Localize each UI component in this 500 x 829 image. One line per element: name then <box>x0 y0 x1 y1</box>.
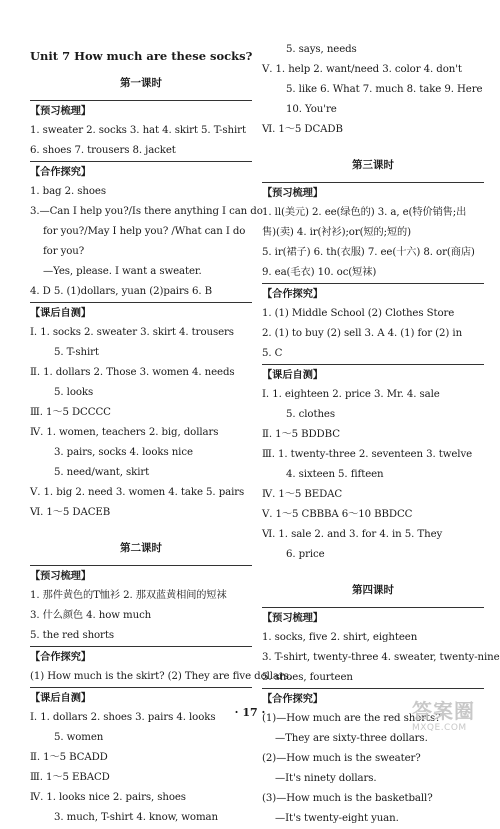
answer-line: 6. shoes 7. trousers 8. jacket <box>30 145 176 156</box>
watermark-text: 答案圈 <box>412 699 475 723</box>
answer-line: 5. C <box>262 348 283 359</box>
answer-line: Ⅴ. 1. help 2. want/need 3. color 4. don't <box>262 64 462 75</box>
section-preview: 【预习梳理】 <box>262 182 484 203</box>
lesson-4-heading: 第四课时 <box>352 584 394 596</box>
answer-line: for you? <box>43 246 85 257</box>
section-preview: 【预习梳理】 <box>30 565 252 586</box>
answer-line: Ⅴ. 1. big 2. need 3. women 4. take 5. pairs <box>30 487 245 498</box>
answer-line: 1. (1) Middle School (2) Clothes Store <box>262 308 455 319</box>
answer-line: 5. the red shorts <box>30 630 114 641</box>
answer-line: 5. T-shirt <box>54 347 99 358</box>
answer-line: 3.—Can I help you?/Is there anything I can do <box>30 206 263 217</box>
answer-line: 4. sixteen 5. fifteen <box>286 469 384 480</box>
answer-line: Ⅲ. 1～5 EBACD <box>30 772 110 783</box>
unit-title: Unit 7 How much are these socks? <box>30 49 253 63</box>
answer-line: —It's ninety dollars. <box>275 773 377 784</box>
answer-line: 售)(卖) 4. ir(衬衫);or(短的;短的) <box>262 227 412 238</box>
answer-line: Ⅲ. 1. twenty-three 2. seventeen 3. twelve <box>262 449 473 460</box>
answer-line: 5. need/want, skirt <box>54 467 150 478</box>
answer-line: 4. D 5. (1)dollars, yuan (2)pairs 6. B <box>30 286 213 297</box>
answer-line: Ⅴ. 1～5 CBBBA 6～10 BBDCC <box>262 509 413 520</box>
answer-line: Ⅵ. 1～5 DCADB <box>262 124 343 135</box>
watermark-url: MXQE.COM <box>412 723 467 733</box>
answer-line: Ⅰ. 1. eighteen 2. price 3. Mr. 4. sale <box>262 389 440 400</box>
answer-line: 3. much, T-shirt 4. know, woman <box>54 812 218 823</box>
answer-line: 1. bag 2. shoes <box>30 186 106 197</box>
page-number: · 17 · <box>234 706 266 719</box>
answer-line: 1. ll(美元) 2. ee(绿色的) 3. a, e(特价销售;出 <box>262 207 467 218</box>
answer-line: 5. women <box>54 732 104 743</box>
answer-line: Ⅳ. 1. women, teachers 2. big, dollars <box>30 427 219 438</box>
section-explore: 【合作探究】 <box>30 646 252 667</box>
answer-line: (2)—How much is the sweater? <box>262 753 421 764</box>
answer-line: Ⅱ. 1～5 BDDBC <box>262 429 340 440</box>
answer-line: 9. ea(毛衣) 10. oc(短袜) <box>262 267 377 278</box>
section-selftest: 【课后自测】 <box>30 687 252 708</box>
section-explore: 【合作探究】 <box>262 283 484 304</box>
answer-line: Ⅰ. 1. dollars 2. shoes 3. pairs 4. looks <box>30 712 216 723</box>
lesson-3-heading: 第三课时 <box>352 159 394 171</box>
answer-line: —It's twenty-eight yuan. <box>275 813 399 824</box>
answer-line: Ⅲ. 1～5 DCCCC <box>30 407 111 418</box>
answer-line: 5. like 6. What 7. much 8. take 9. Here <box>286 84 483 95</box>
answer-line: Ⅵ. 1～5 DACEB <box>30 507 111 518</box>
answer-line: (1) How much is the skirt? (2) They are five dollars. <box>30 671 292 682</box>
answer-line: Ⅳ. 1. looks nice 2. pairs, shoes <box>30 792 186 803</box>
answer-line: 6. price <box>286 549 325 560</box>
answer-line: 5. looks <box>54 387 94 398</box>
answer-line: Ⅳ. 1～5 BEDAC <box>262 489 343 500</box>
answer-line: 1. socks, five 2. shirt, eighteen <box>262 632 418 643</box>
answer-line: Ⅱ. 1. dollars 2. Those 3. women 4. needs <box>30 367 235 378</box>
answer-line: Ⅰ. 1. socks 2. sweater 3. skirt 4. trousers <box>30 327 234 338</box>
answer-line: 5. shoes, fourteen <box>262 672 353 683</box>
answer-line: 1. sweater 2. socks 3. hat 4. skirt 5. T-shirt <box>30 125 246 136</box>
answer-line: 5. says, needs <box>286 44 357 55</box>
lesson-1-heading: 第一课时 <box>120 77 162 89</box>
answer-line: 10. You're <box>286 104 337 115</box>
answer-line: for you?/May I help you? /What can I do <box>43 226 246 237</box>
section-preview: 【预习梳理】 <box>262 607 484 628</box>
answer-line: —They are sixty-three dollars. <box>275 733 428 744</box>
answer-line: (3)—How much is the basketball? <box>262 793 433 804</box>
lesson-2-heading: 第二课时 <box>120 542 162 554</box>
watermark-logo <box>412 700 496 738</box>
answer-line: Ⅵ. 1. sale 2. and 3. for 4. in 5. They <box>262 529 443 540</box>
section-selftest: 【课后自测】 <box>262 364 484 385</box>
answer-line: —Yes, please. I want a sweater. <box>43 266 202 277</box>
answer-line: 5. clothes <box>286 409 335 420</box>
answer-line: 3. 什么颜色 4. how much <box>30 610 152 621</box>
answer-line: 3. T-shirt, twenty-three 4. sweater, twenty-nine <box>262 652 500 663</box>
answer-line: 3. pairs, socks 4. looks nice <box>54 447 193 458</box>
section-selftest: 【课后自测】 <box>30 302 252 323</box>
answer-line: Ⅱ. 1～5 BCADD <box>30 752 108 763</box>
answer-line: (1)—How much are the red shorts? <box>262 713 441 724</box>
answer-line: 2. (1) to buy (2) sell 3. A 4. (1) for (2) in <box>262 328 463 339</box>
answer-line: 5. ir(裙子) 6. th(衣服) 7. ee(十六) 8. or(商店) <box>262 247 475 258</box>
section-explore: 【合作探究】 <box>262 688 484 709</box>
section-preview: 【预习梳理】 <box>30 100 252 121</box>
answer-line: 1. 那件黄色的T恤衫 2. 那双蓝黄相间的短袜 <box>30 590 227 601</box>
section-explore: 【合作探究】 <box>30 161 252 182</box>
